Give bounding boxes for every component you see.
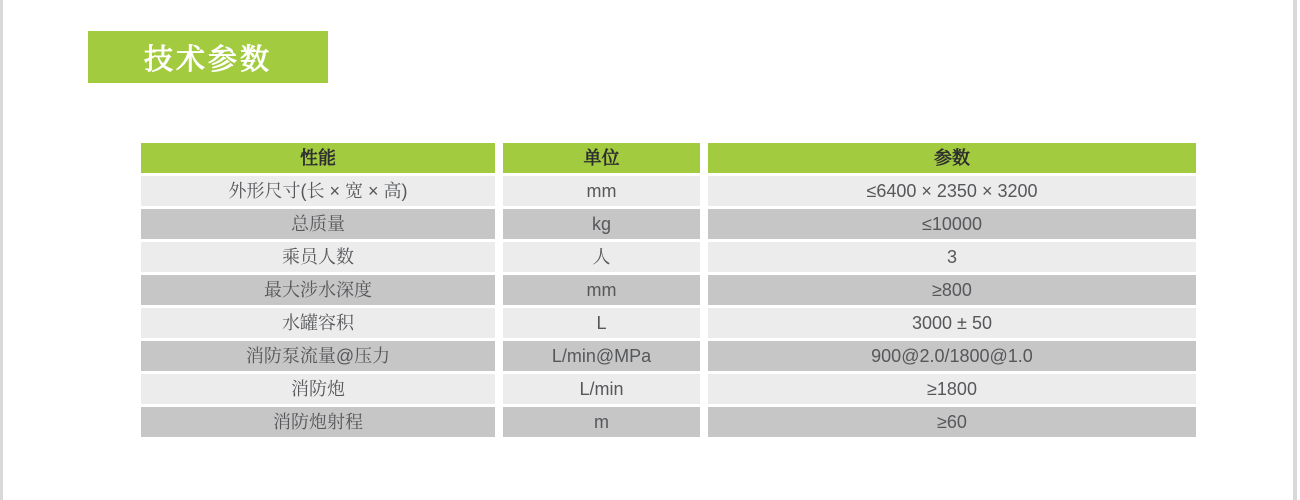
page-right-edge (1293, 0, 1297, 500)
table-row (141, 242, 1196, 272)
table-row (141, 209, 1196, 239)
column-header-performance: 性能 (141, 143, 495, 173)
cell-parameter: 3000 ± 50 (708, 308, 1196, 338)
table-header-row (141, 143, 1196, 173)
cell-performance: 水罐容积 (141, 308, 495, 338)
table-row (141, 407, 1196, 437)
cell-unit: mm (503, 176, 700, 206)
section-title-badge (88, 31, 328, 83)
page-left-edge (0, 0, 3, 500)
cell-parameter: ≥60 (708, 407, 1196, 437)
table-row (141, 275, 1196, 305)
cell-performance: 乘员人数 (141, 242, 495, 272)
column-header-unit: 单位 (503, 143, 700, 173)
cell-unit: kg (503, 209, 700, 239)
cell-performance: 总质量 (141, 209, 495, 239)
table-row (141, 341, 1196, 371)
cell-unit: 人 (503, 242, 700, 272)
cell-parameter: ≥800 (708, 275, 1196, 305)
cell-unit: L/min (503, 374, 700, 404)
cell-parameter: 900@2.0/1800@1.0 (708, 341, 1196, 371)
cell-unit: L (503, 308, 700, 338)
cell-parameter: ≤10000 (708, 209, 1196, 239)
cell-performance: 消防炮射程 (141, 407, 495, 437)
cell-performance: 消防泵流量@压力 (141, 341, 495, 371)
cell-parameter: 3 (708, 242, 1196, 272)
cell-unit: mm (503, 275, 700, 305)
cell-performance: 外形尺寸(长 × 宽 × 高) (141, 176, 495, 206)
table-body (141, 176, 1196, 437)
table-row (141, 308, 1196, 338)
table-row (141, 176, 1196, 206)
section-title: 技术参数 (143, 43, 272, 76)
cell-parameter: ≤6400 × 2350 × 3200 (708, 176, 1196, 206)
column-header-parameter: 参数 (708, 143, 1196, 173)
cell-parameter: ≥1800 (708, 374, 1196, 404)
table-row (141, 374, 1196, 404)
cell-performance: 消防炮 (141, 374, 495, 404)
cell-performance: 最大涉水深度 (141, 275, 495, 305)
spec-table (141, 143, 1196, 440)
cell-unit: m (503, 407, 700, 437)
cell-unit: L/min@MPa (503, 341, 700, 371)
